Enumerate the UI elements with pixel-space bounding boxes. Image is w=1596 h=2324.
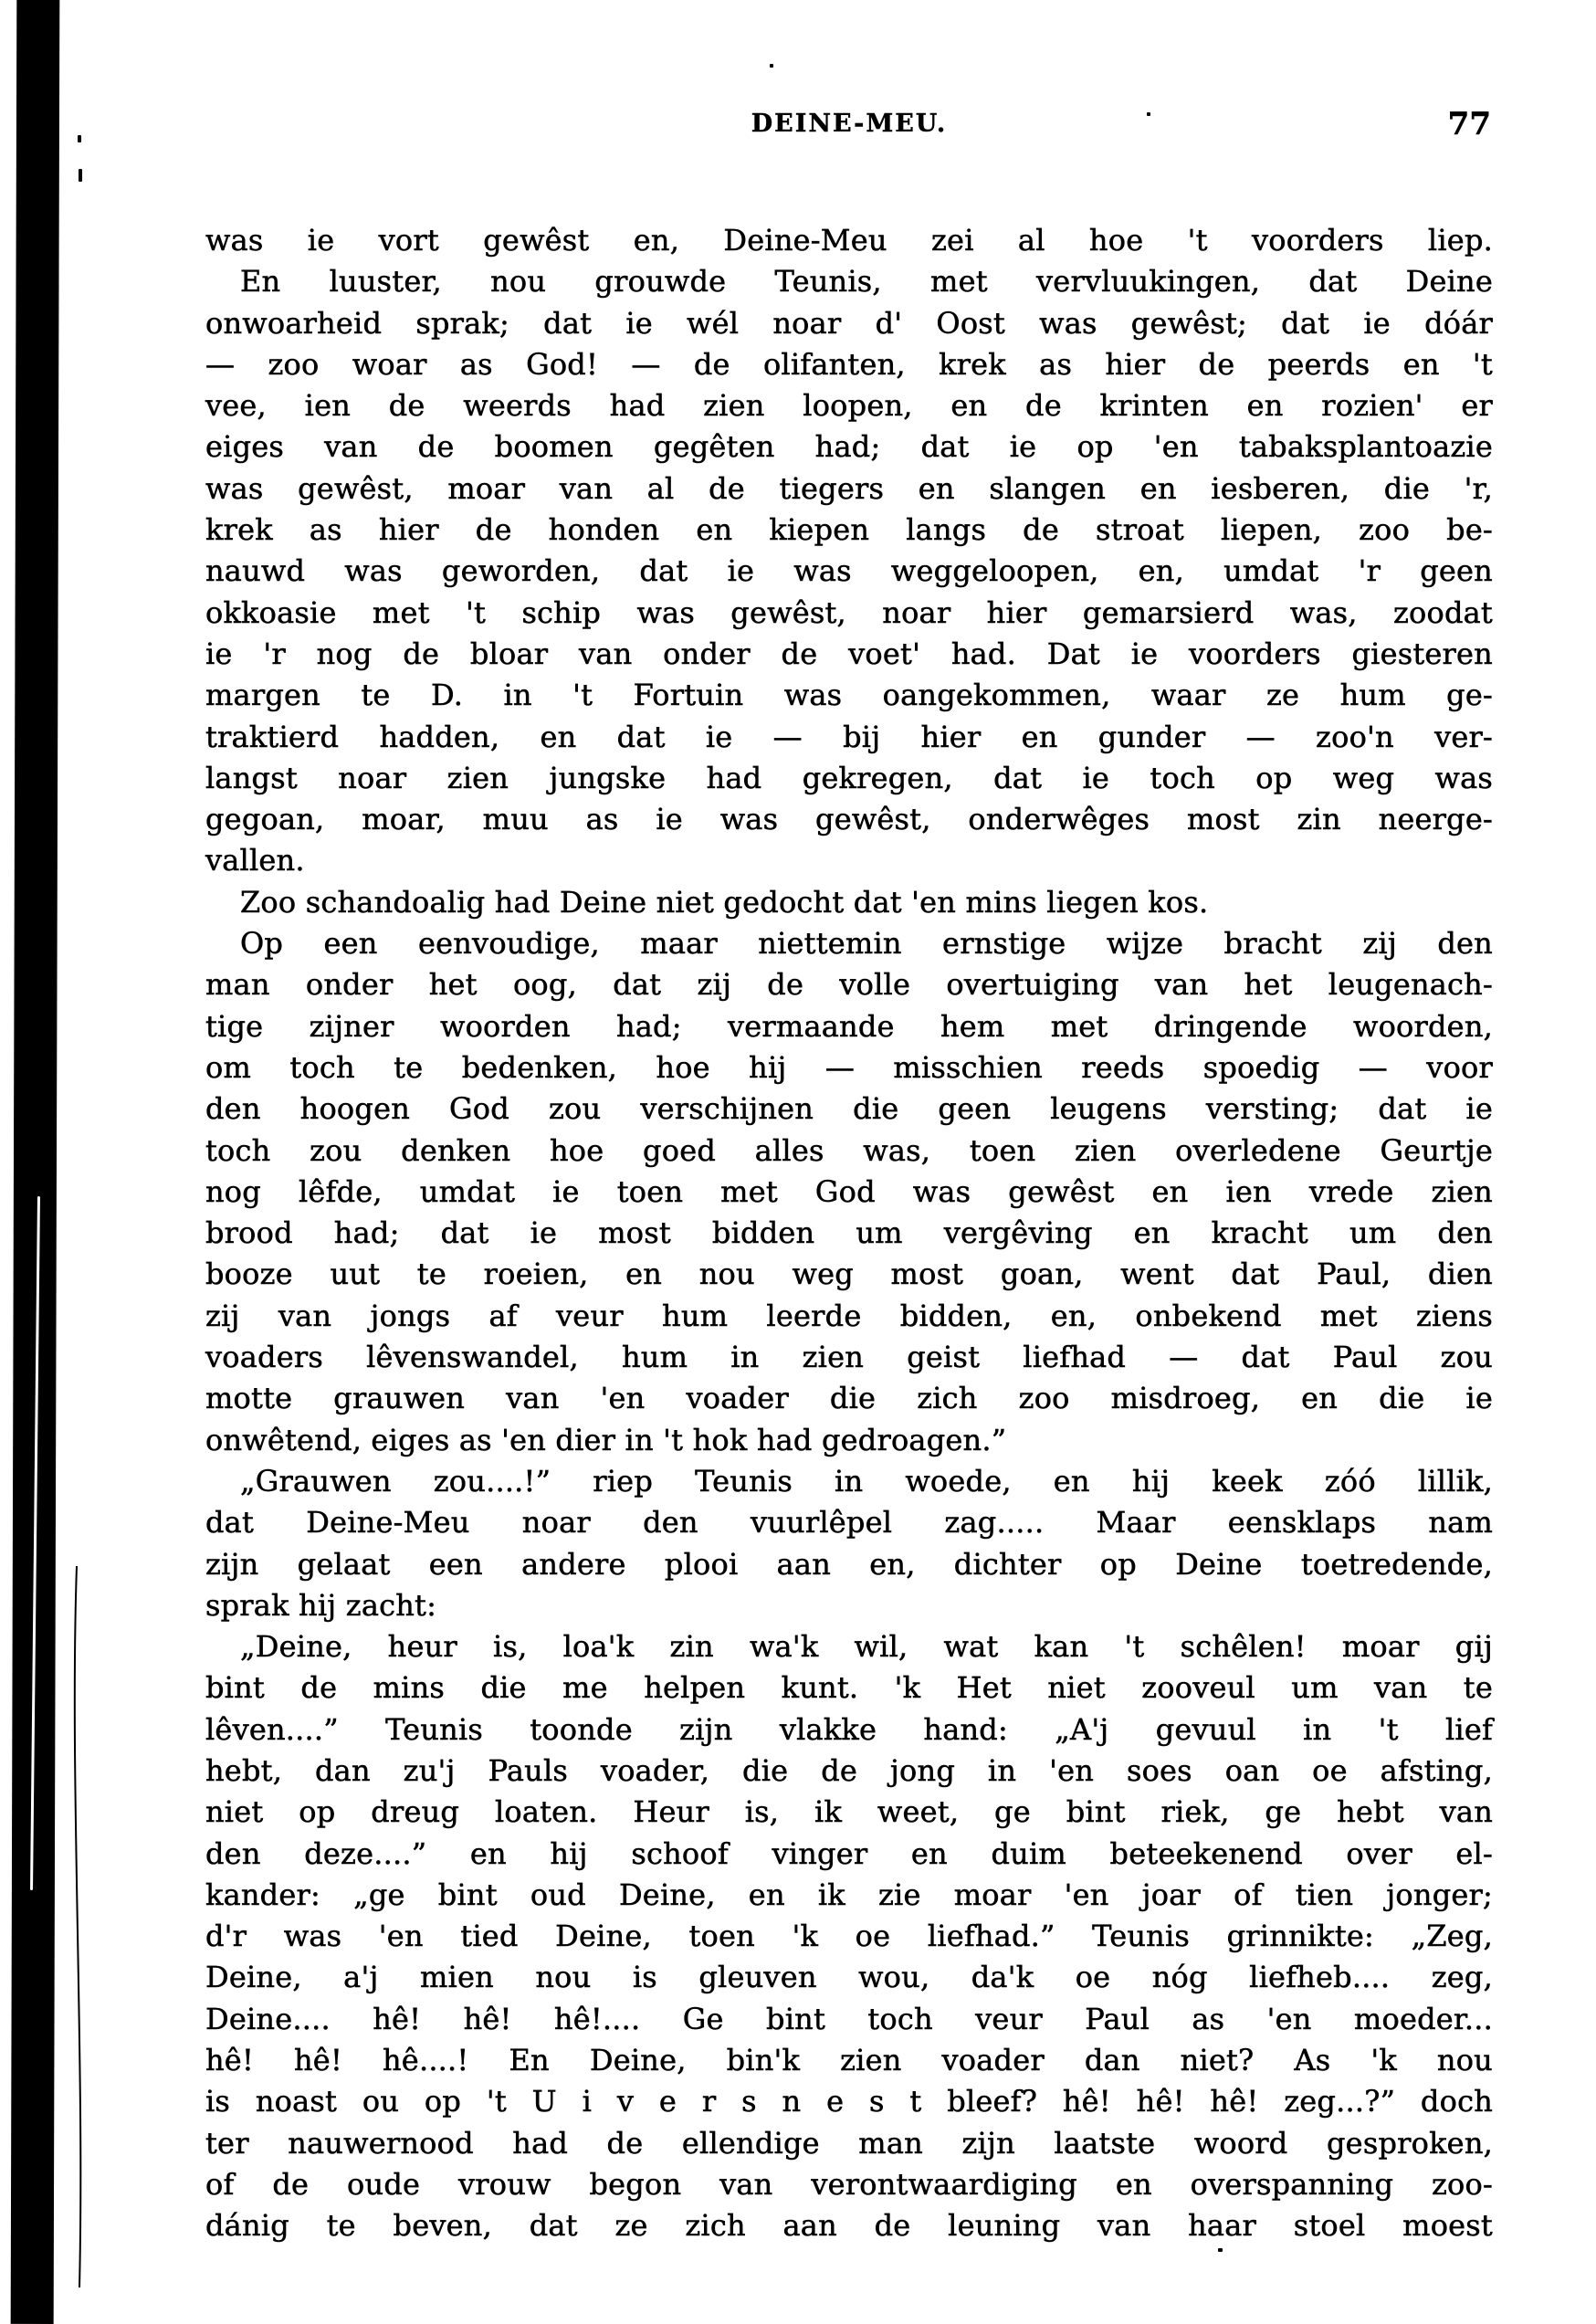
- text-line: of de oude vrouw begon van verontwaardiging en overspanning zoo-: [205, 2166, 1493, 2202]
- text-line: brood had; dat ie most bidden um vergêving en kracht um den: [205, 1215, 1493, 1251]
- text-line: Op een eenvoudige, maar niettemin ernstige wijze bracht zij den: [240, 926, 1493, 962]
- text-line: niet op dreug loaten. Heur is, ik weet, ge bint riek, ge hebt van: [205, 1794, 1493, 1830]
- text-line: margen te D. in 't Fortuin was oangekommen, waar ze hum ge-: [205, 678, 1493, 713]
- text-line: lêven....” Teunis toonde zijn vlakke hand: „A'j gevuul in 't lief: [205, 1711, 1493, 1747]
- text-line: traktierd hadden, en dat ie — bij hier en gunder — zoo'n ver-: [205, 719, 1493, 754]
- text-line: ie 'r nog de bloar van onder de voet' had. Dat ie voorders giesteren: [205, 636, 1493, 671]
- text-line: motte grauwen van 'en voader die zich zoo misdroeg, en die ie: [205, 1381, 1493, 1416]
- page-number: 77: [1447, 106, 1491, 142]
- text-line: tige zijner woorden had; vermaande hem met dringende woorden,: [205, 1008, 1493, 1044]
- body-text: [205, 220, 1493, 2247]
- text-line: En luuster, nou grouwde Teunis, met vervluukingen, dat Deine: [240, 264, 1493, 300]
- scan-speck: [79, 169, 82, 182]
- text-line: om toch te bedenken, hoe hij — misschien reeds spoedig — voor: [205, 1049, 1493, 1085]
- text-line: kander: „ge bint oud Deine, en ik zie moar 'en joar of tien jonger;: [205, 1877, 1493, 1912]
- text-line: bint de mins die me helpen kunt. 'k Het niet zooveul um van te: [205, 1670, 1493, 1706]
- text-line: d'r was 'en tied Deine, toen 'k oe liefhad.” Teunis grinnikte: „Zeg,: [205, 1919, 1493, 1954]
- text-line: vallen.: [205, 843, 305, 878]
- text-line: zij van jongs af veur hum leerde bidden, en, onbekend met ziens: [205, 1298, 1493, 1333]
- text-line: Deine.... hê! hê! hê!.... Ge bint toch veur Paul as 'en moeder...: [205, 2001, 1493, 2036]
- text-line: man onder het oog, dat zij de volle overtuiging van het leugenach-: [205, 967, 1493, 1003]
- text-line: hebt, dan zu'j Pauls voader, die de jong in 'en soes oan oe afsting,: [205, 1752, 1493, 1788]
- text-line: voaders lêvenswandel, hum in zien geist liefhad — dat Paul zou: [205, 1340, 1493, 1375]
- text-line: dánig te beven, dat ze zich aan de leuning van haar stoel moest: [205, 2208, 1493, 2244]
- text-line: „Grauwen zou....!” riep Teunis in woede, en hij keek zóó lillik,: [240, 1463, 1493, 1499]
- text-line: Zoo schandoalig had Deine niet gedocht dat 'en mins liegen kos.: [240, 884, 1209, 920]
- text-line: langst noar zien jungske had gekregen, dat ie toch op weg was: [205, 760, 1493, 795]
- page-header: [205, 106, 1493, 155]
- text-line: „Deine, heur is, loa'k zin wa'k wil, wat kan 't schêlen! moar gij: [240, 1629, 1493, 1665]
- text-line: nauwd was geworden, dat ie was weggeloopen, en, umdat 'r geen: [205, 553, 1493, 589]
- text-line: den deze....” en hij schoof vinger en duim beteekenend over el-: [205, 1835, 1493, 1871]
- text-line: den hoogen God zou verschijnen die geen leugens versting; dat ie: [205, 1091, 1493, 1127]
- scan-speck: [770, 64, 773, 68]
- text-line: onwêtend, eiges as 'en dier in 't hok had gedroagen.”: [205, 1422, 1007, 1457]
- text-line: was ie vort gewêst en, Deine-Meu zei al hoe 't voorders liep.: [205, 223, 1493, 258]
- text-line: eiges van de boomen gegêten had; dat ie op 'en tabaksplantoazie: [205, 429, 1493, 465]
- text-line: krek as hier de honden en kiepen langs de stroat liepen, zoo be-: [205, 512, 1493, 548]
- scan-speck: [1218, 2248, 1223, 2252]
- scan-gutter-band: [11, 0, 60, 2324]
- text-line: vee, ien de weerds had zien loopen, en de krinten en rozien' er: [205, 388, 1493, 424]
- text-line: zijn gelaat een andere plooi aan en, dichter op Deine toetredende,: [205, 1546, 1493, 1582]
- text-line: onwoarheid sprak; dat ie wél noar d' Oost was gewêst; dat ie dóár: [205, 305, 1493, 341]
- text-line: sprak hij zacht:: [205, 1587, 437, 1623]
- text-line: dat Deine-Meu noar den vuurlêpel zag..... Maar eensklaps nam: [205, 1505, 1493, 1541]
- text-line: okkoasie met 't schip was gewêst, noar hier gemarsierd was, zoodat: [205, 594, 1493, 630]
- text-line: hê! hê! hê....! En Deine, bin'k zien voader dan niet? As 'k nou: [205, 2043, 1493, 2078]
- text-line: gegoan, moar, muu as ie was gewêst, onderwêges most zin neerge-: [205, 802, 1493, 837]
- text-line: — zoo woar as God! — de olifanten, krek as hier de peerds en 't: [205, 346, 1493, 382]
- text-line: is noast ou op 't U i v e r s n e s t bleef? hê! hê! hê! zeg...?” doch: [205, 2084, 1493, 2119]
- text-line: Deine, a'j mien nou is gleuven wou, da'k oe nóg liefheb.... zeg,: [205, 1960, 1493, 1995]
- text-line: nog lêfde, umdat ie toen met God was gewêst en ien vrede zien: [205, 1173, 1493, 1209]
- text-line: ter nauwernood had de ellendige man zijn laatste woord gesproken,: [205, 2125, 1493, 2161]
- text-line: toch zou denken hoe goed alles was, toen zien overledene Geurtje: [205, 1132, 1493, 1168]
- scan-speck: [78, 135, 81, 142]
- text-line: was gewêst, moar van al de tiegers en slangen en iesberen, die 'r,: [205, 470, 1493, 506]
- text-line: booze uut te roeien, en nou weg most goan, went dat Paul, dien: [205, 1257, 1493, 1292]
- running-title: DEINE-MEU.: [751, 110, 948, 138]
